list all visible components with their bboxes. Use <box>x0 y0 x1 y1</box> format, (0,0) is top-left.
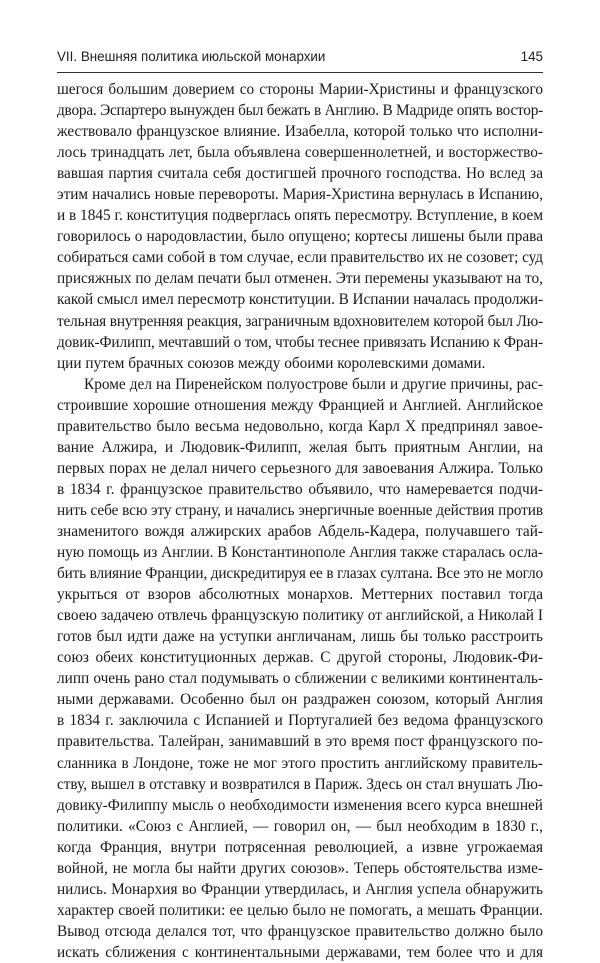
paragraph <box>57 374 543 963</box>
text-line: довику-Филиппу мысль о необходимости изменения всего курса внешней <box>57 796 543 814</box>
chapter-running-title: VII. Внешняя политика июльской монархии <box>57 49 326 64</box>
text-line: союз обеих конституционных держав. С другой стороны, Людовик-Фи- <box>57 649 543 667</box>
text-line: искать сближения с континентальными державами, тем более что и для <box>57 943 543 961</box>
text-line: первых порах не делал ничего серьезного для завоевания Алжира. Только <box>57 459 543 477</box>
text-line: укрыться от взоров абсолютных монархов. Меттерних поставил тогда <box>57 586 543 604</box>
text-line: ству, вышел в отставку и возвратился в Париж. Здесь он стал внушать Лю- <box>57 775 544 793</box>
text-line: вавшая партия считала себя достигшей прочного господства. Но вслед за <box>57 165 543 183</box>
text-line: шегося большим доверием со стороны Марии-Христины и французского <box>57 81 543 98</box>
text-line: знаменитого вождя алжирских арабов Абдель-Кадера, получавшего тай- <box>57 522 543 540</box>
text-line: липп очень рано стал подумывать о сближении с великими континенталь- <box>57 670 543 688</box>
text-line: Вывод отсюда делался тот, что французское правительство должно было <box>57 922 543 940</box>
text-line: ции путем брачных союзов между обоими королевскими домами. <box>57 354 486 372</box>
text-line: войной, не могла бы найти других союзов». Теперь обстоятельства изме- <box>57 859 543 877</box>
text-line: нить себе всю эту страну, и начались энергичные военные действия против <box>57 501 544 519</box>
text-line: присяжных по делам печати был отменен. Эти перемены указывают на то, <box>57 270 543 288</box>
text-line: когда Франция, внутри потрясенная революцией, а извне угрожаемая <box>57 838 543 856</box>
paragraph <box>57 79 543 374</box>
text-line: ную помощь из Англии. В Константинополе Англия также старалась осла- <box>57 544 543 562</box>
text-line: строившие хорошие отношения между Францией и Англией. Английское <box>57 396 543 414</box>
text-line: своею задачею отвлечь французскую политику от английской, а Николай I <box>57 607 543 625</box>
text-line: какой смысл имел пересмотр конституции. В Испании началась продолжи- <box>57 291 543 309</box>
text-line: вание Алжира, и Людовик-Филипп, желая быть приятным Англии, на <box>57 438 543 456</box>
text-line: говорилось о народовластии, было опущено; кортесы лишены были права <box>57 228 543 246</box>
page-number: 145 <box>520 49 543 64</box>
text-line: жествовало французское влияние. Изабелла, которой только что исполни- <box>57 123 543 141</box>
text-line: собираться сами собой в том случае, если правительство их не созовет; суд <box>57 249 543 267</box>
text-line: довик-Филипп, мечтавший о том, чтобы теснее привязать Испанию к Фран- <box>57 333 543 351</box>
body-text <box>57 79 543 963</box>
header-rule <box>57 72 543 73</box>
text-line: этим начались новые перевороты. Мария-Христина вернулась в Испанию, <box>57 186 543 204</box>
text-line: двора. Эспартеро вынужден был бежать в Англию. В Мадриде опять востор- <box>57 102 543 120</box>
text-line: сланника в Лондоне, тоже не мог этого простить английскому правитель- <box>57 754 543 772</box>
text-line: правительства. Талейран, занимавший в это время пост французского по- <box>57 733 543 751</box>
running-head <box>57 49 543 69</box>
text-line: готов был идти даже на уступки англичанам, лишь бы только расстроить <box>57 628 543 646</box>
text-line: нились. Монархия во Франции утвердилась, и Англия успела обнаружить <box>57 880 543 898</box>
text-line: ными державами. Особенно был он раздражен союзом, который Англия <box>57 691 543 709</box>
text-line: и в 1845 г. конституция подверглась опять пересмотру. Вступление, в коем <box>57 207 544 225</box>
text-line: тельная внутренняя реакция, заграничным вдохновителем которой был Лю- <box>57 312 543 330</box>
text-line: политики. «Союз с Англией, — говорил он, — был необходим в 1830 г., <box>57 817 543 835</box>
text-line: правительство было весьма недовольно, когда Карл X предпринял завое- <box>57 417 543 435</box>
text-line: Кроме дел на Пиренейском полуострове были и другие причины, рас- <box>84 375 543 393</box>
text-line: бить влияние Франции, дискредитируя ее в глазах султана. Все это не могло <box>57 565 543 583</box>
text-line: лось тринадцать лет, была объявлена совершеннолетней, и восторжество- <box>57 144 543 162</box>
text-line: в 1834 г. заключила с Испанией и Португалией без ведома французского <box>57 712 543 730</box>
text-line: в 1834 г. французское правительство объявило, что намеревается подчи- <box>57 480 543 498</box>
text-line: характер своей политики: ее целью было не помогать, а мешать Франции. <box>57 901 543 919</box>
